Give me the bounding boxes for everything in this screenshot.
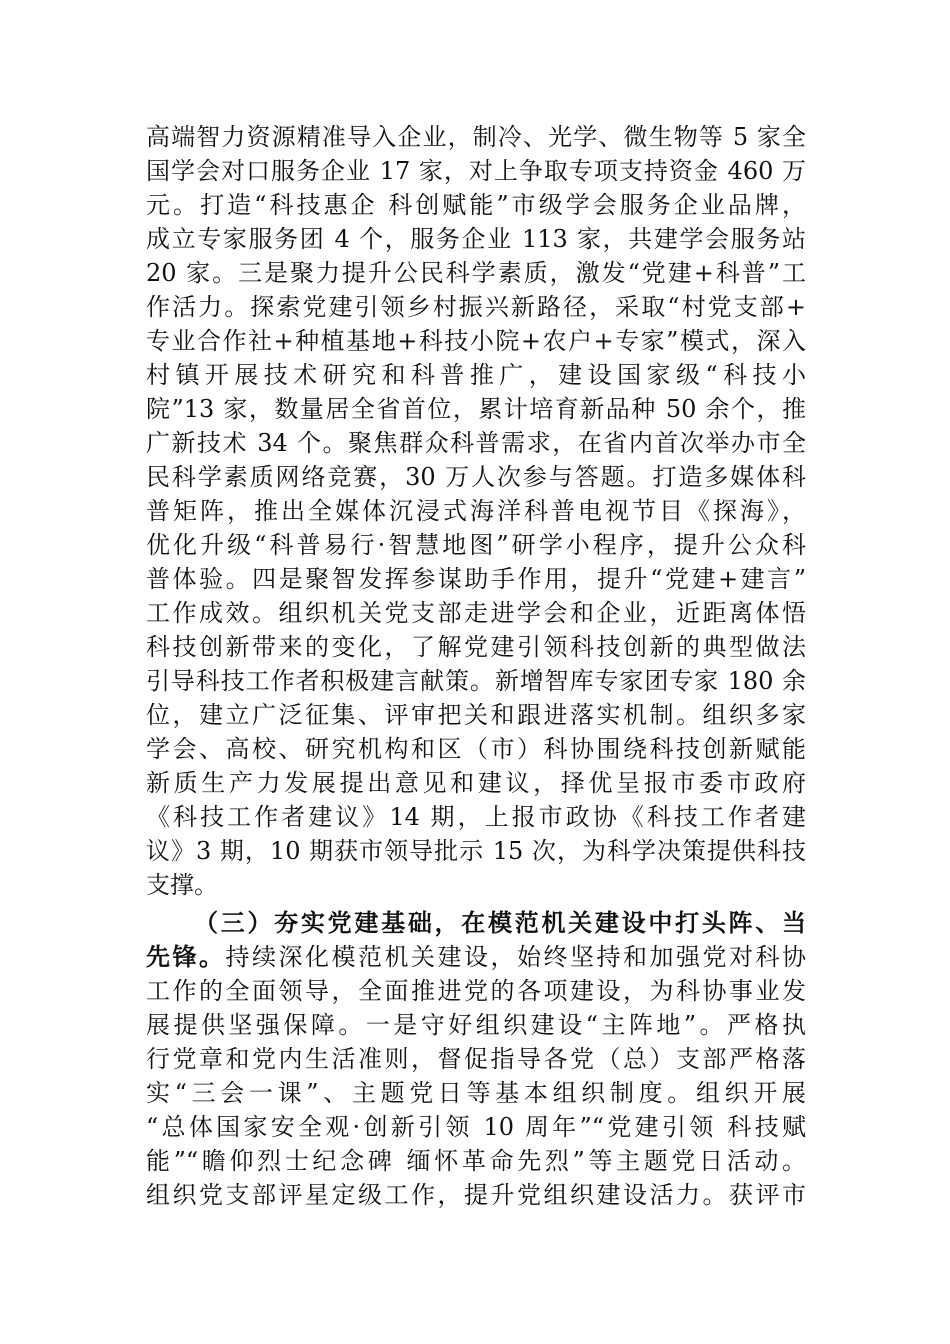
section-heading-end: 先锋。 (146, 942, 226, 971)
text-line: 国学会对口服务企业 17 家，对上争取专项支持资金 460 万 (146, 157, 806, 185)
text-line: 新质生产力发展提出意见和建议，择优呈报市委市政府 (146, 769, 806, 797)
text-line: 位，建立广泛征集、评审把关和跟进落实机制。组织多家 (146, 701, 806, 729)
text-line: 工作成效。组织机关党支部走进学会和企业，近距离体悟 (146, 599, 806, 627)
text-line: 议》3 期，10 期获市领导批示 15 次，为科学决策提供科技 (146, 837, 806, 865)
text-line: 工作的全面领导，全面推进党的各项建设，为科协事业发 (146, 977, 806, 1005)
text-line: 支撑。 (146, 871, 218, 899)
text-line (146, 940, 806, 974)
text-line: 实“三会一课”、主题党日等基本组织制度。组织开展 (146, 1079, 806, 1107)
text-line: 高端智力资源精准导入企业，制冷、光学、微生物等 5 家全 (146, 123, 806, 151)
section-heading-line: （三）夯实党建基础，在模范机关建设中打头阵、当 (194, 908, 806, 937)
text-line: 优化升级“科普易行·智慧地图”研学小程序，提升公众科 (146, 531, 806, 559)
text-line: 学会、高校、研究机构和区（市）科协围绕科技创新赋能 (146, 735, 806, 763)
text-line: 行党章和党内生活准则，督促指导各党（总）支部严格落 (146, 1045, 806, 1073)
text-line: 广新技术 34 个。聚焦群众科普需求，在省内首次举办市全 (146, 429, 806, 457)
text-line: 《科技工作者建议》14 期，上报市政协《科技工作者建 (146, 803, 806, 831)
text-line: 普矩阵，推出全媒体沉浸式海洋科普电视节目《探海》， (146, 497, 806, 525)
text-line: “总体国家安全观·创新引领 10 周年”“党建引领 科技赋 (146, 1113, 806, 1141)
text-line: 引导科技工作者积极建言献策。新增智库专家团专家 180 余 (146, 667, 806, 695)
text-line: 能”“瞻仰烈士纪念碑 缅怀革命先烈”等主题党日活动。 (146, 1147, 806, 1175)
text-line: 科技创新带来的变化，了解党建引领科技创新的典型做法 (146, 633, 806, 661)
text-line: 民科学素质网络竞赛，30 万人次参与答题。打造多媒体科 (146, 463, 806, 491)
text-line: 组织党支部评星定级工作，提升党组织建设活力。获评市 (146, 1181, 806, 1209)
text-line: 专业合作社+种植基地+科技小院+农户+专家”模式，深入 (146, 327, 806, 355)
text-line: 村镇开展技术研究和科普推广，建设国家级“科技小 (146, 361, 806, 389)
text-line: 普体验。四是聚智发挥参谋助手作用，提升“党建+建言” (146, 565, 806, 593)
text-line: 作活力。探索党建引领乡村振兴新路径，采取“村党支部+ (146, 293, 806, 321)
paragraph-2 (146, 906, 806, 1212)
text-span: 持续深化模范机关建设，始终坚持和加强党对科协 (225, 943, 806, 971)
text-line: 展提供坚强保障。一是守好组织建设“主阵地”。严格执 (146, 1011, 806, 1039)
paragraph-1 (146, 120, 806, 902)
text-line: 20 家。三是聚力提升公民科学素质，激发“党建+科普”工 (146, 259, 806, 287)
text-line: 元。打造“科技惠企 科创赋能”市级学会服务企业品牌， (146, 191, 806, 219)
text-line: 院”13 家，数量居全省首位，累计培育新品种 50 余个，推 (146, 395, 806, 423)
document-body (146, 120, 806, 1212)
text-line: 成立专家服务团 4 个，服务企业 113 家，共建学会服务站 (146, 225, 806, 253)
